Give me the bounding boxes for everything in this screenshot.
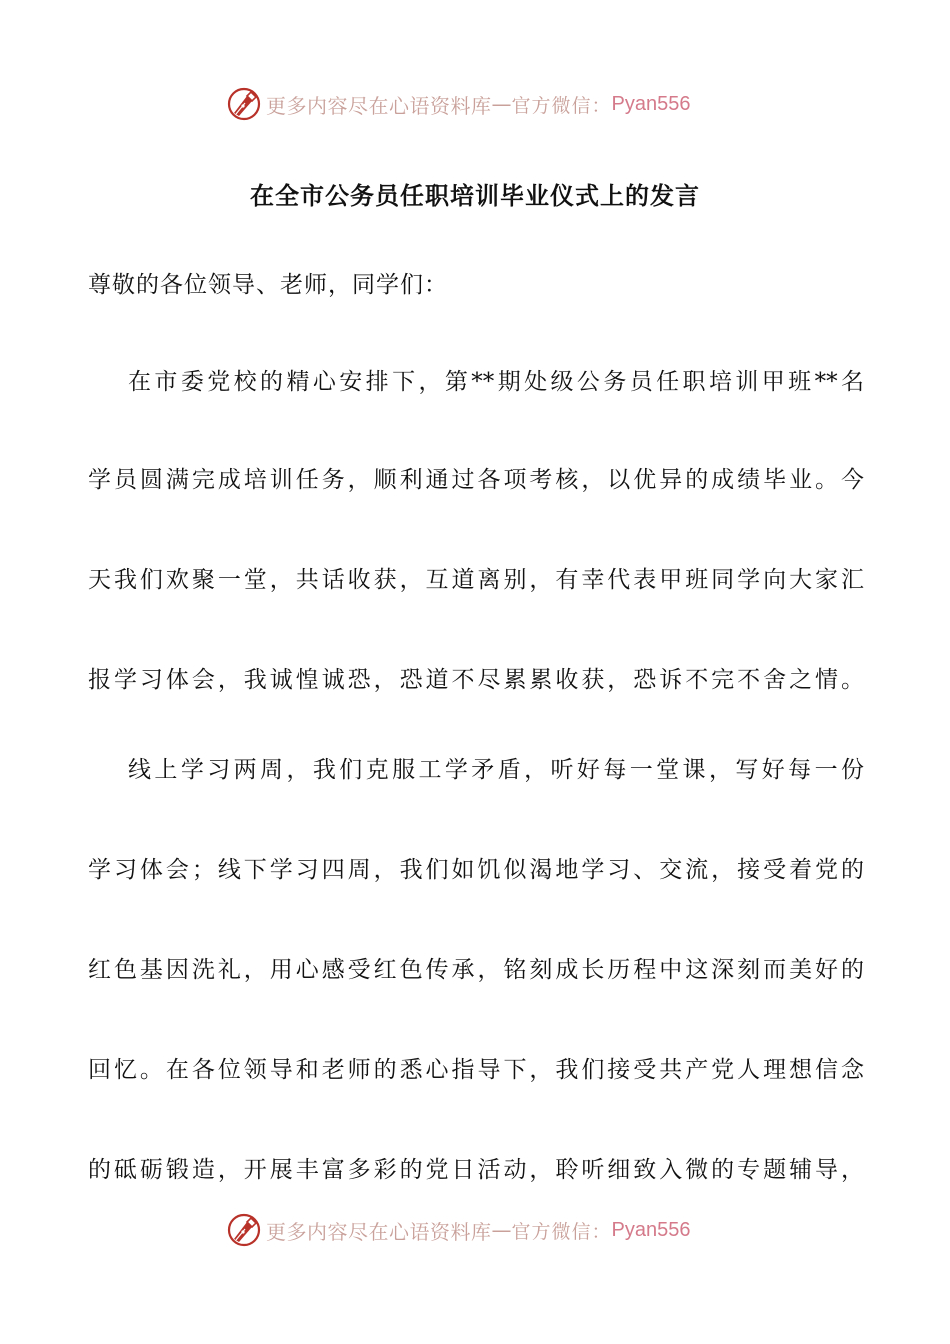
paragraph-line: 红色基因洗礼，用心感受红色传承，铭刻成长历程中这深刻而美好的 bbox=[88, 957, 864, 983]
paragraph-line: 天我们欢聚一堂，共话收获，互道离别，有幸代表甲班同学向大家汇 bbox=[88, 567, 864, 593]
banner-site-name: 更多内容尽在心语资料库 bbox=[266, 93, 492, 118]
salutation: 尊敬的各位领导、老师，同学们： bbox=[88, 272, 448, 298]
banner-wechat-label: 官方微信： bbox=[511, 1220, 612, 1243]
header-watermark-banner bbox=[0, 84, 950, 124]
banner-dash: — bbox=[491, 1218, 512, 1242]
pen-nib-logo-icon bbox=[226, 1212, 262, 1248]
banner-wechat-id: Pyan556 bbox=[611, 1218, 691, 1241]
banner-wechat-label: 官方微信： bbox=[511, 94, 612, 117]
document-title: 在全市公务员任职培训毕业仪式上的发言 bbox=[250, 181, 700, 210]
banner-dash: — bbox=[491, 92, 512, 116]
pen-nib-logo-icon bbox=[226, 86, 262, 122]
paragraph-line: 线上学习两周，我们克服工学矛盾，听好每一堂课，写好每一份 bbox=[128, 757, 864, 783]
banner-site-name: 更多内容尽在心语资料库 bbox=[266, 1219, 492, 1244]
banner-wechat-id: Pyan556 bbox=[611, 92, 691, 115]
paragraph-line: 的砥砺锻造，开展丰富多彩的党日活动，聆听细致入微的专题辅导， bbox=[88, 1157, 864, 1183]
paragraph-line: 在市委党校的精心安排下，第**期处级公务员任职培训甲班**名 bbox=[128, 369, 864, 395]
footer-watermark-banner bbox=[0, 1210, 950, 1250]
paragraph-line: 回忆。在各位领导和老师的悉心指导下，我们接受共产党人理想信念 bbox=[88, 1057, 864, 1083]
paragraph-line: 学习体会；线下学习四周，我们如饥似渴地学习、交流，接受着党的 bbox=[88, 857, 864, 883]
paragraph-line: 报学习体会，我诚惶诚恐，恐道不尽累累收获，恐诉不完不舍之情。 bbox=[88, 667, 864, 693]
paragraph-line: 学员圆满完成培训任务，顺利通过各项考核，以优异的成绩毕业。今 bbox=[88, 467, 864, 493]
